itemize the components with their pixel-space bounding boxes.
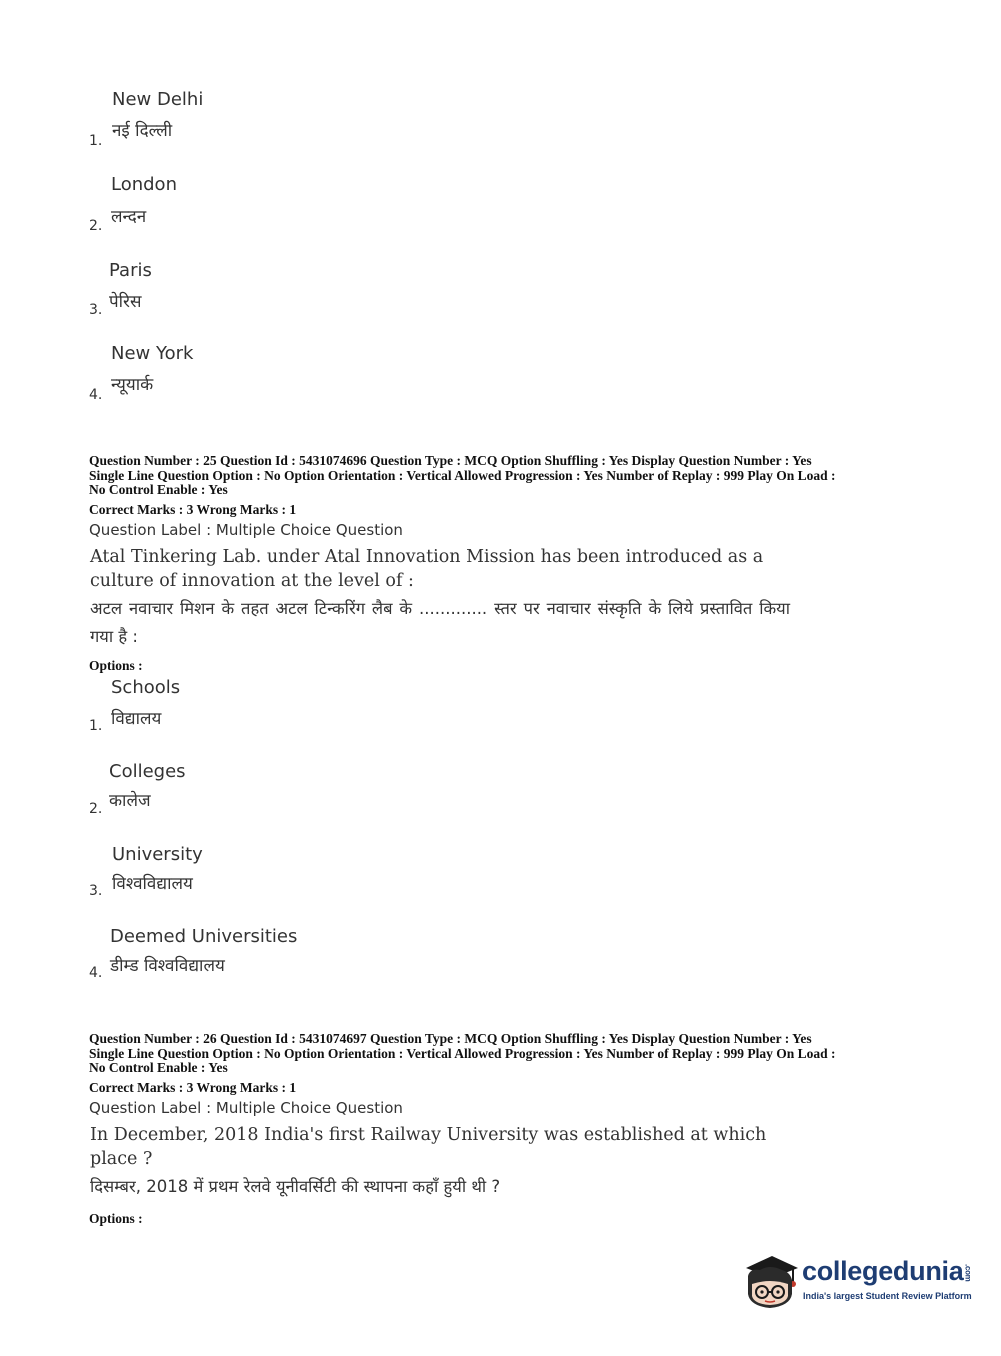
option-3-number: 3. <box>89 302 103 318</box>
option-3-hi: पेरिस <box>109 292 142 312</box>
brand-suffix: .com <box>963 1264 973 1282</box>
meta-line: Question Number : 25 Question Id : 5431074696 Question Type : MCQ Option Shuffling : Yes Display Question Number : Yes <box>89 453 812 468</box>
meta-line: Question Number : 26 Question Id : 5431074697 Question Type : MCQ Option Shuffling : Yes Display Question Number : Yes <box>89 1031 812 1046</box>
option-4-en: New York <box>111 343 194 364</box>
option-2-hi: लन्दन <box>111 207 147 227</box>
option-3-number: 3. <box>89 883 103 899</box>
option-1-hi: नई दिल्ली <box>112 121 173 141</box>
option-1-number: 1. <box>89 718 103 734</box>
brand-name-text: collegedunia <box>802 1256 964 1286</box>
option-3-en: Paris <box>109 260 152 281</box>
option-2-number: 2. <box>89 218 103 234</box>
question-meta <box>89 1032 919 1076</box>
option-2-en: Colleges <box>109 761 186 782</box>
question-marks: Correct Marks : 3 Wrong Marks : 1 <box>89 1080 297 1095</box>
question-text-en: In December, 2018 India's first Railway University was established at which place ? <box>90 1125 767 1169</box>
question-label: Question Label : Multiple Choice Question <box>89 1099 403 1117</box>
brand-tagline: India's largest Student Review Platform <box>803 1291 972 1301</box>
mascot-icon <box>740 1250 802 1310</box>
option-1-number: 1. <box>89 133 103 149</box>
question-label: Question Label : Multiple Choice Question <box>89 521 403 539</box>
option-4-number: 4. <box>89 965 103 981</box>
meta-line: No Control Enable : Yes <box>89 482 228 497</box>
option-1-en: Schools <box>111 677 181 698</box>
option-1-en: New Delhi <box>112 89 204 110</box>
brand-name <box>802 1256 972 1287</box>
options-label: Options : <box>89 1211 143 1226</box>
option-2-number: 2. <box>89 801 103 817</box>
question-text-en: Atal Tinkering Lab. under Atal Innovation Mission has been introduced as a culture of innovation at the level of : <box>90 547 764 591</box>
meta-line: Single Line Question Option : No Option Orientation : Vertical Allowed Progression : Yes Number of Replay : 999 Play On Load : <box>89 467 836 483</box>
option-4-en: Deemed Universities <box>110 926 298 947</box>
question-marks: Correct Marks : 3 Wrong Marks : 1 <box>89 502 297 517</box>
question-text-hi: दिसम्बर, 2018 में प्रथम रेलवे यूनीवर्सिटी की स्थापना कहाँ हुयी थी ? <box>90 1177 501 1196</box>
question-meta <box>89 454 919 498</box>
option-4-hi: डीम्ड विश्वविद्यालय <box>110 956 225 976</box>
option-4-hi: न्यूयार्क <box>111 375 154 395</box>
question-text-hi: अटल नवाचार मिशन के तहत अटल टिन्करिंग लैब के ............. स्तर पर नवाचार संस्कृति के लिये प्रस्तावित किया गया है : <box>90 599 790 646</box>
meta-line: Single Line Question Option : No Option Orientation : Vertical Allowed Progression : Yes Number of Replay : 999 Play On Load : <box>89 1045 836 1061</box>
options-label: Options : <box>89 658 143 673</box>
option-1-hi: विद्यालय <box>111 709 162 729</box>
option-4-number: 4. <box>89 387 103 403</box>
collegedunia-logo <box>740 1250 973 1310</box>
meta-line: No Control Enable : Yes <box>89 1060 228 1075</box>
option-3-hi: विश्वविद्यालय <box>112 874 193 894</box>
option-2-en: London <box>111 174 177 195</box>
option-2-hi: कालेज <box>109 791 151 811</box>
option-3-en: University <box>112 844 203 865</box>
